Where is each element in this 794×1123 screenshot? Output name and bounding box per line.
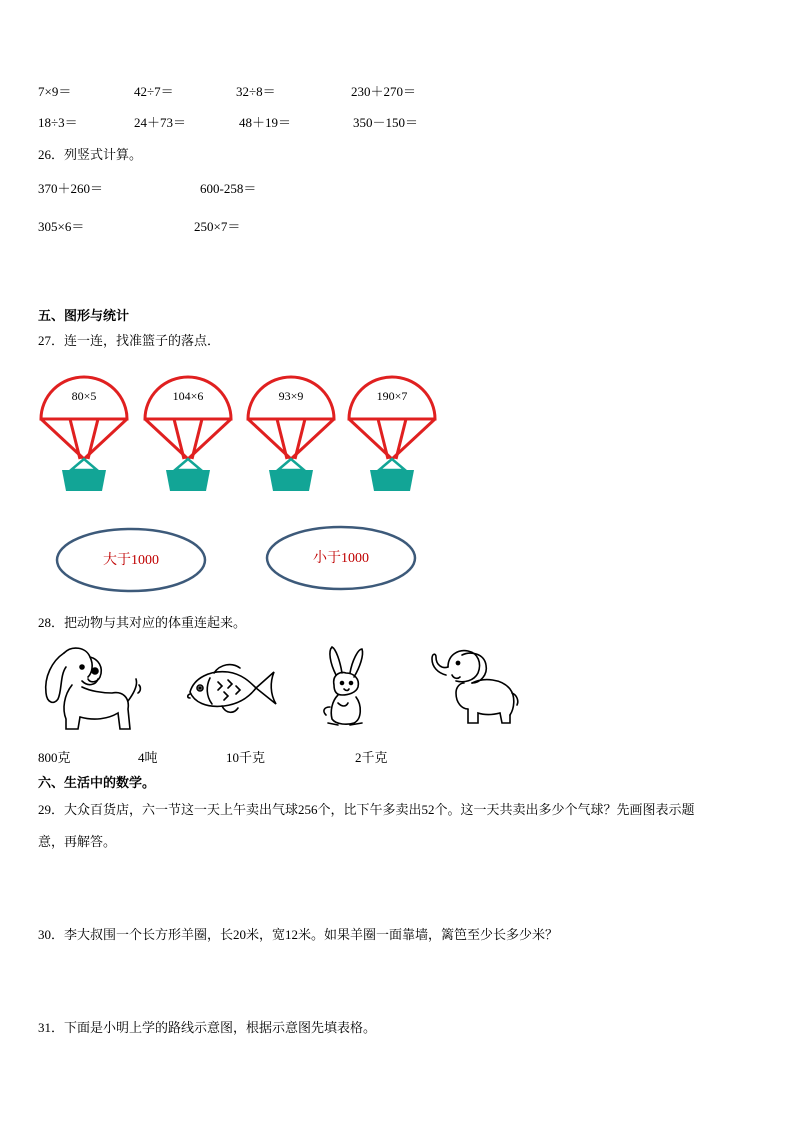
parachute-basket — [245, 373, 337, 495]
question-30: 30．李大叔围一个长方形羊圈，长20米，宽12米。如果羊圈一面靠墙，篱笆至少长多少米？ — [38, 927, 559, 942]
vertical-calc-item: 370＋260＝ — [38, 181, 104, 196]
oval-greater-than-1000 — [53, 525, 209, 595]
weight-option: 4吨 — [138, 750, 158, 765]
weight-option: 2千克 — [355, 750, 388, 765]
oral-calc-item: 32÷8＝ — [236, 84, 276, 99]
oval-label: 大于1000 — [103, 553, 159, 568]
elephant-icon — [424, 645, 520, 727]
fish-icon — [184, 658, 280, 718]
oval-less-than-1000 — [263, 525, 419, 595]
oral-calc-item: 230＋270＝ — [351, 84, 417, 99]
question-29-line1: 29．大众百货店，六一节这一天上午卖出气球256个，比下午多卖出52个。这一天共卖出多少个气球？先画图表示题 — [38, 802, 695, 817]
vertical-calc-item: 250×7＝ — [194, 219, 241, 234]
parachute-basket — [38, 373, 130, 495]
parachute-basket — [142, 373, 234, 495]
section-5-title: 五、图形与统计 — [38, 308, 130, 323]
weight-option: 800克 — [38, 750, 71, 765]
rabbit-icon — [318, 645, 378, 731]
weight-option: 10千克 — [226, 750, 266, 765]
oral-calc-item: 24＋73＝ — [134, 115, 187, 130]
vertical-calc-item: 600-258＝ — [200, 181, 257, 196]
oval-label: 小于1000 — [313, 551, 369, 566]
oral-calc-item: 48＋19＝ — [239, 115, 292, 130]
question-27-title: 27．连一连，找准篮子的落点． — [38, 333, 221, 348]
oral-calc-item: 42÷7＝ — [134, 84, 174, 99]
question-31: 31．下面是小明上学的路线示意图，根据示意图先填表格。 — [38, 1020, 377, 1035]
parachute-label: 93×9 — [278, 389, 304, 403]
parachute-label: 104×6 — [172, 389, 204, 403]
oral-calc-item: 7×9＝ — [38, 84, 72, 99]
oral-calc-item: 350－150＝ — [353, 115, 419, 130]
oral-calc-item: 18÷3＝ — [38, 115, 78, 130]
parachute-basket — [346, 373, 438, 495]
section-6-title: 六、生活中的数学。 — [38, 775, 156, 790]
dog-icon — [42, 645, 142, 735]
question-28-title: 28．把动物与其对应的体重连起来。 — [38, 615, 247, 630]
vertical-calc-item: 305×6＝ — [38, 219, 85, 234]
parachute-label: 80×5 — [71, 389, 97, 403]
parachute-label: 190×7 — [376, 389, 408, 403]
question-29-line2: 意，再解答。 — [38, 834, 117, 849]
question-26-title: 26．列竖式计算。 — [38, 147, 143, 162]
